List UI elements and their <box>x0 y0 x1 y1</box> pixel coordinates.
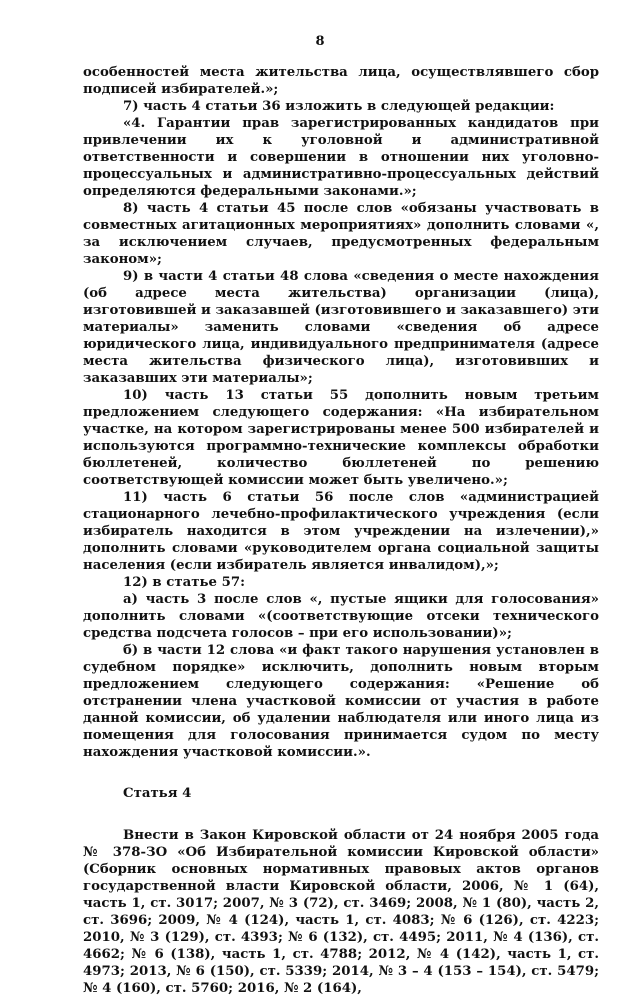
paragraph: особенностей места жительства лица, осуществлявшего сбор подписей избирателей.»; <box>83 65 599 97</box>
paragraph: 12) в статье 57: <box>123 575 246 590</box>
paragraph: а) часть 3 после слов «, пустые ящики для голосования» дополнить словами «(соответствующие отсеки технического средства подсчета голосов – при его использовании)»; <box>83 592 599 641</box>
paragraph: 11) часть 6 статьи 56 после слов «администрацией стационарного лечебно-профилактического учреждения (если избиратель находится в этом учреждении на излечении),» дополнить словами «руководителем органа социальной защиты населения (если избиратель является инвалидом),»; <box>83 490 599 573</box>
article-heading: Статья 4 <box>123 786 192 801</box>
paragraphs-before <box>83 64 599 761</box>
paragraph: 8) часть 4 статьи 45 после слов «обязаны участвовать в совместных агитационных мероприятиях» дополнить словами «, за исключением случаев, предусмотренных федеральным законом»; <box>83 201 599 267</box>
paragraph: «4. Гарантии прав зарегистрированных кандидатов при привлечении их к уголовной и административной ответственности и совершении в отношении них уголовно-процессуальных и административно-процессуальных действий определяются федеральными законами.»; <box>83 116 599 199</box>
paragraph: 9) в части 4 статьи 48 слова «сведения о месте нахождения (об адресе места жительства) организации (лица), изготовившей и заказавшей (изготовившего и заказавшего) эти материалы» заменить словами «сведения об адресе юридического лица, индивидуального предпринимателя (адресе места жительства физического лица), изготовивших и заказавших эти материалы»; <box>83 269 599 386</box>
paragraph: 10) часть 13 статьи 55 дополнить новым третьим предложением следующего содержания: «На избирательном участке, на котором зарегистрированы менее 500 избирателей и используются программно-технические комплексы обработки бюллетеней, количество бюллетеней по решению соответствующей комиссии может быть увеличено.»; <box>83 388 599 488</box>
paragraph: б) в части 12 слова «и факт такого нарушения установлен в судебном порядке» исключить, дополнить новым вторым предложением следующего содержания: «Решение об отстранении члена участковой комиссии от участия в работе данной комиссии, об удалении наблюдателя или иного лица из помещения для голосования принимается судом по месту нахождения участковой комиссии.». <box>83 643 599 760</box>
paragraphs-after <box>83 827 599 997</box>
paragraph: Внести в Закон Кировской области от 24 ноября 2005 года № 378-ЗО «Об Избирательной комиссии Кировской области» (Сборник основных нормативных правовых актов органов государственной власти Кировской области, 2006, № 1 (64), часть 1, ст. 3017; 2007, № 3 (72), ст. 3469; 2008, № 1 (80), часть 2, ст. 3696; 2009, № 4 (124), часть 1, ст. 4083; № 6 (126), ст. 4223; 2010, № 3 (129), ст. 4393; № 6 (132), ст. 4495; 2011, № 4 (136), ст. 4662; № 6 (138), часть 1, ст. 4788; 2012, № 4 (142), часть 1, ст. 4973; 2013, № 6 (150), ст. 5339; 2014, № 3 – 4 (153 – 154), ст. 5479; № 4 (160), ст. 5760; 2016, № 2 (164), <box>83 828 599 996</box>
document-body <box>83 64 599 997</box>
paragraph: 7) часть 4 статьи 36 изложить в следующей редакции: <box>123 99 555 114</box>
page-number: 8 <box>315 34 325 49</box>
